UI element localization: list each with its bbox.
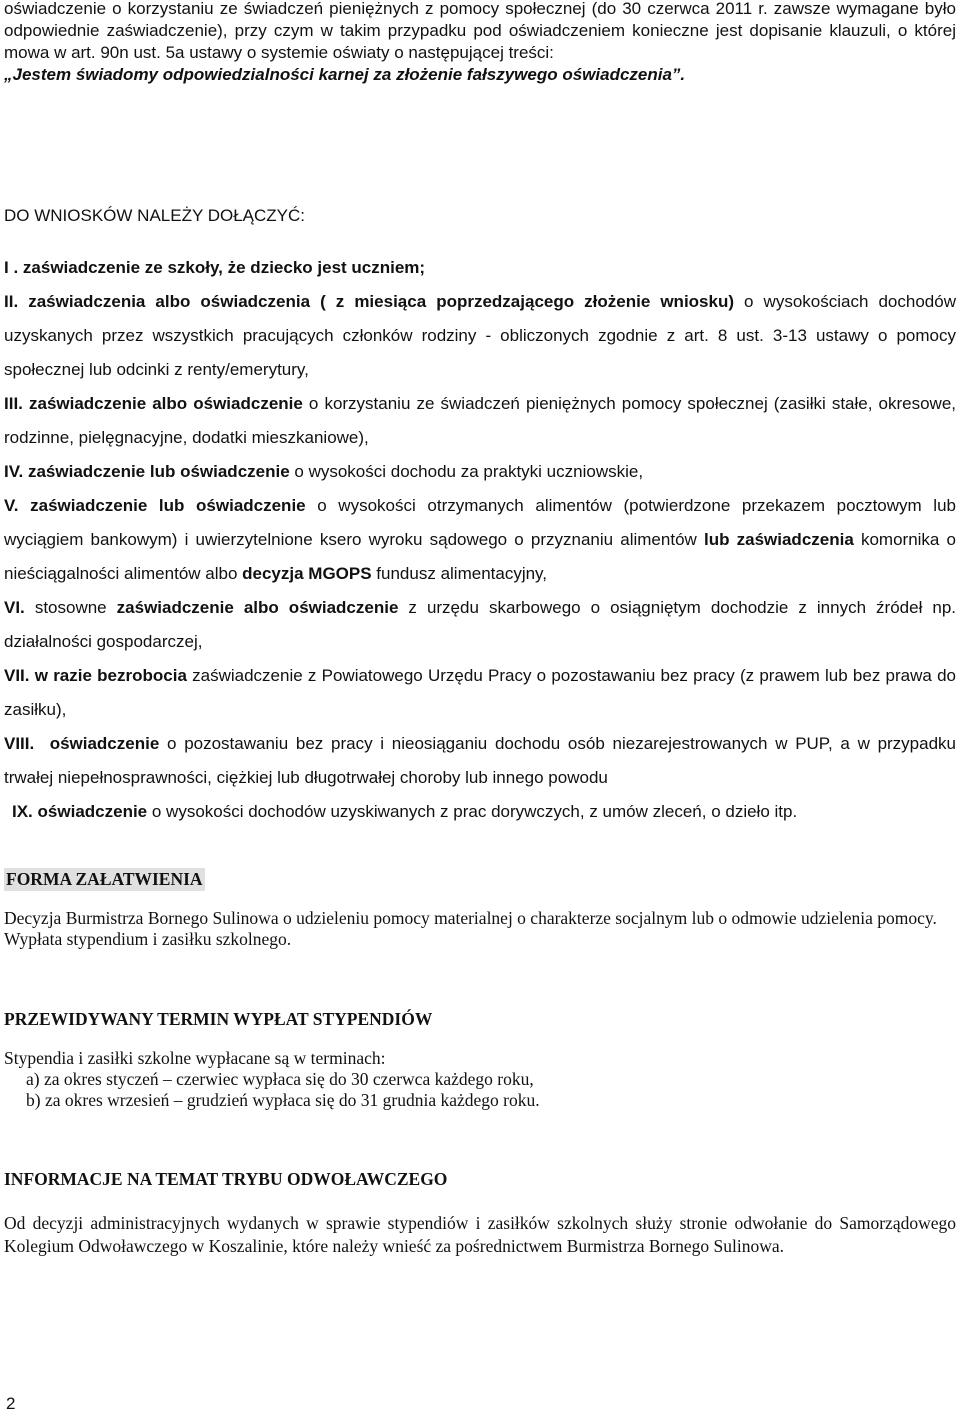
page-number: 2 [6,1394,16,1413]
list-item: VII. w razie bezrobocia zaświadczenie z Powiatowego Urzędu Pracy o pozostawaniu bez pracy (z prawem lub bez prawa do zasiłku), [4,666,956,719]
termin-intro: Stypendia i zasiłki szkolne wypłacane są w terminach: [4,1048,386,1068]
odwolanie-text: Od decyzji administracyjnych wydanych w sprawie stypendiów i zasiłków szkolnych służy stronie odwołanie do Samorządowego Kolegium Odwoławczego w Koszalinie, które należy wnieść za pośrednictwem Burmistrza Bornego Sulinowa. [4,1213,956,1256]
list-item: VIII. oświadczenie o pozostawaniu bez pracy i nieosiąganiu dochodu osób niezarejestrowanych w PUP, a w przypadku trwałej niepełnosprawności, ciężkiej lub długotrwałej choroby lub innego powodu [4,734,957,787]
list-item: V. zaświadczenie lub oświadczenie o wysokości otrzymanych alimentów (potwierdzone przekazem pocztowym lub wyciągiem bankowym) i uwierzytelnione ksero wyroku sądowego o przyznaniu alimentów lub zaświadczenia komornika o nieściągalności alimentów albo decyzja MGOPS fundusz alimentacyjny, [4,496,956,583]
termin-heading: PRZEWIDYWANY TERMIN WYPŁAT STYPENDIÓW [4,1009,433,1029]
intro-clause: „Jestem świadomy odpowiedzialności karnej za złożenie fałszywego oświadczenia”. [4,65,686,84]
forma-section [4,869,956,950]
list-item: IV. zaświadczenie lub oświadczenie o wysokości dochodu za praktyki uczniowskie, [4,462,644,481]
list-item: I . zaświadczenie ze szkoły, że dziecko jest uczniem; [4,258,426,277]
termin-item-a: a) za okres styczeń – czerwiec wypłaca się do 30 czerwca każdego roku, [26,1069,534,1089]
intro-text: oświadczenie o korzystaniu ze świadczeń pieniężnych z pomocy społecznej (do 30 czerwca 2011 r. zawsze wymagane było odpowiednie zaświadczenie), przy czym w takim przypadku pod oświadczeniem konieczne jest dopisanie klauzuli, o której mowa w art. 90n ust. 5a ustawy o systemie oświaty o następującej treści: [4,0,956,62]
termin-item-b: b) za okres wrzesień – grudzień wypłaca się do 31 grudnia każdego roku. [26,1090,540,1110]
intro-block [4,0,956,86]
termin-section [4,1009,956,1111]
list-item: VI. stosowne zaświadczenie albo oświadczenie z urzędu skarbowego o osiągniętym dochodzie z innych źródeł np. działalności gospodarczej, [4,598,956,651]
list-item: III. zaświadczenie albo oświadczenie o korzystaniu ze świadczeń pieniężnych pomocy społecznej (zasiłki stałe, okresowe, rodzinne, pielęgnacyjne, dodatki mieszkaniowe), [4,394,957,447]
attachments-list [4,251,956,829]
attachments-heading: DO WNIOSKÓW NALEŻY DOŁĄCZYĆ: [4,206,306,225]
forma-payment: Wypłata stypendium i zasiłku szkolnego. [4,929,292,949]
forma-heading: FORMA ZAŁATWIENIA [6,869,203,889]
odwolanie-section [4,1169,956,1258]
list-item: IX. oświadczenie o wysokości dochodów uzyskiwanych z prac dorywczych, z umów zleceń, o dzieło itp. [12,802,798,821]
forma-decision: Decyzja Burmistrza Bornego Sulinowa o udzieleniu pomocy materialnej o charakterze socjalnym lub o odmowie udzielenia pomocy. [4,908,937,928]
list-item: II. zaświadczenia albo oświadczenia ( z miesiąca poprzedzającego złożenie wniosku) o wysokościach dochodów uzyskanych przez wszystkich pracujących członków rodziny - obliczonych zgodnie z art. 8 ust. 3-13 ustawy o pomocy społecznej lub odcinki z renty/emerytury, [4,292,956,379]
odwolanie-heading: INFORMACJE NA TEMAT TRYBU ODWOŁAWCZEGO [4,1169,448,1189]
